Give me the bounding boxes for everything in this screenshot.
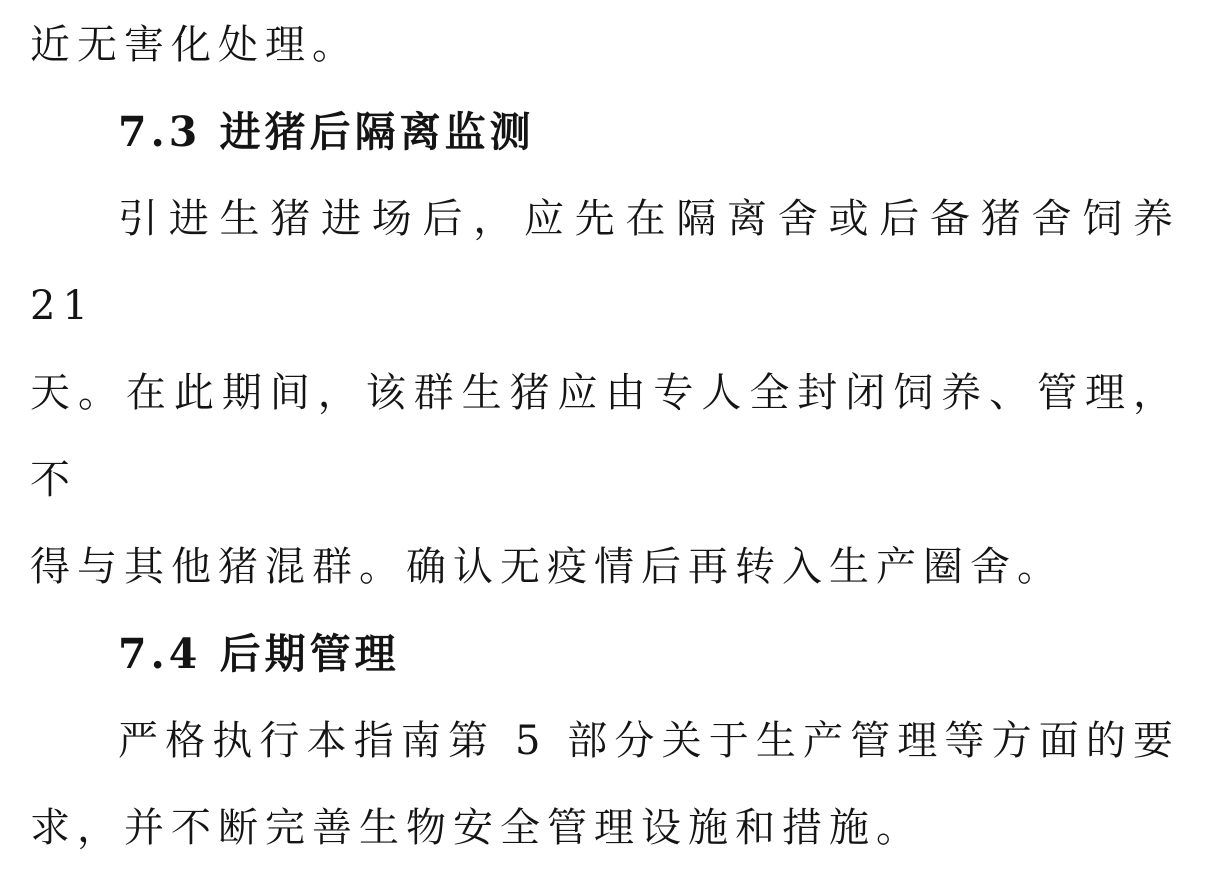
section-heading-7-3: 7.3 进猪后隔离监测 — [118, 108, 535, 156]
section-heading-7-4: 7.4 后期管理 — [118, 630, 400, 678]
paragraph-line: 近无害化处理。 — [30, 22, 359, 68]
paragraph-line: 引进生猪进场后，应先在隔离舍或后备猪舍饲养 21 — [30, 196, 1180, 329]
paragraph-line: 天。在此期间，该群生猪应由专人全封闭饲养、管理，不 — [30, 370, 1180, 503]
paragraph-line: 求，并不断完善生物安全管理设施和措施。 — [30, 805, 923, 851]
paragraph-line: 得与其他猪混群。确认无疫情后再转入生产圈舍。 — [30, 544, 1064, 590]
paragraph-line: 严格执行本指南第 5 部分关于生产管理等方面的要 — [118, 718, 1180, 764]
